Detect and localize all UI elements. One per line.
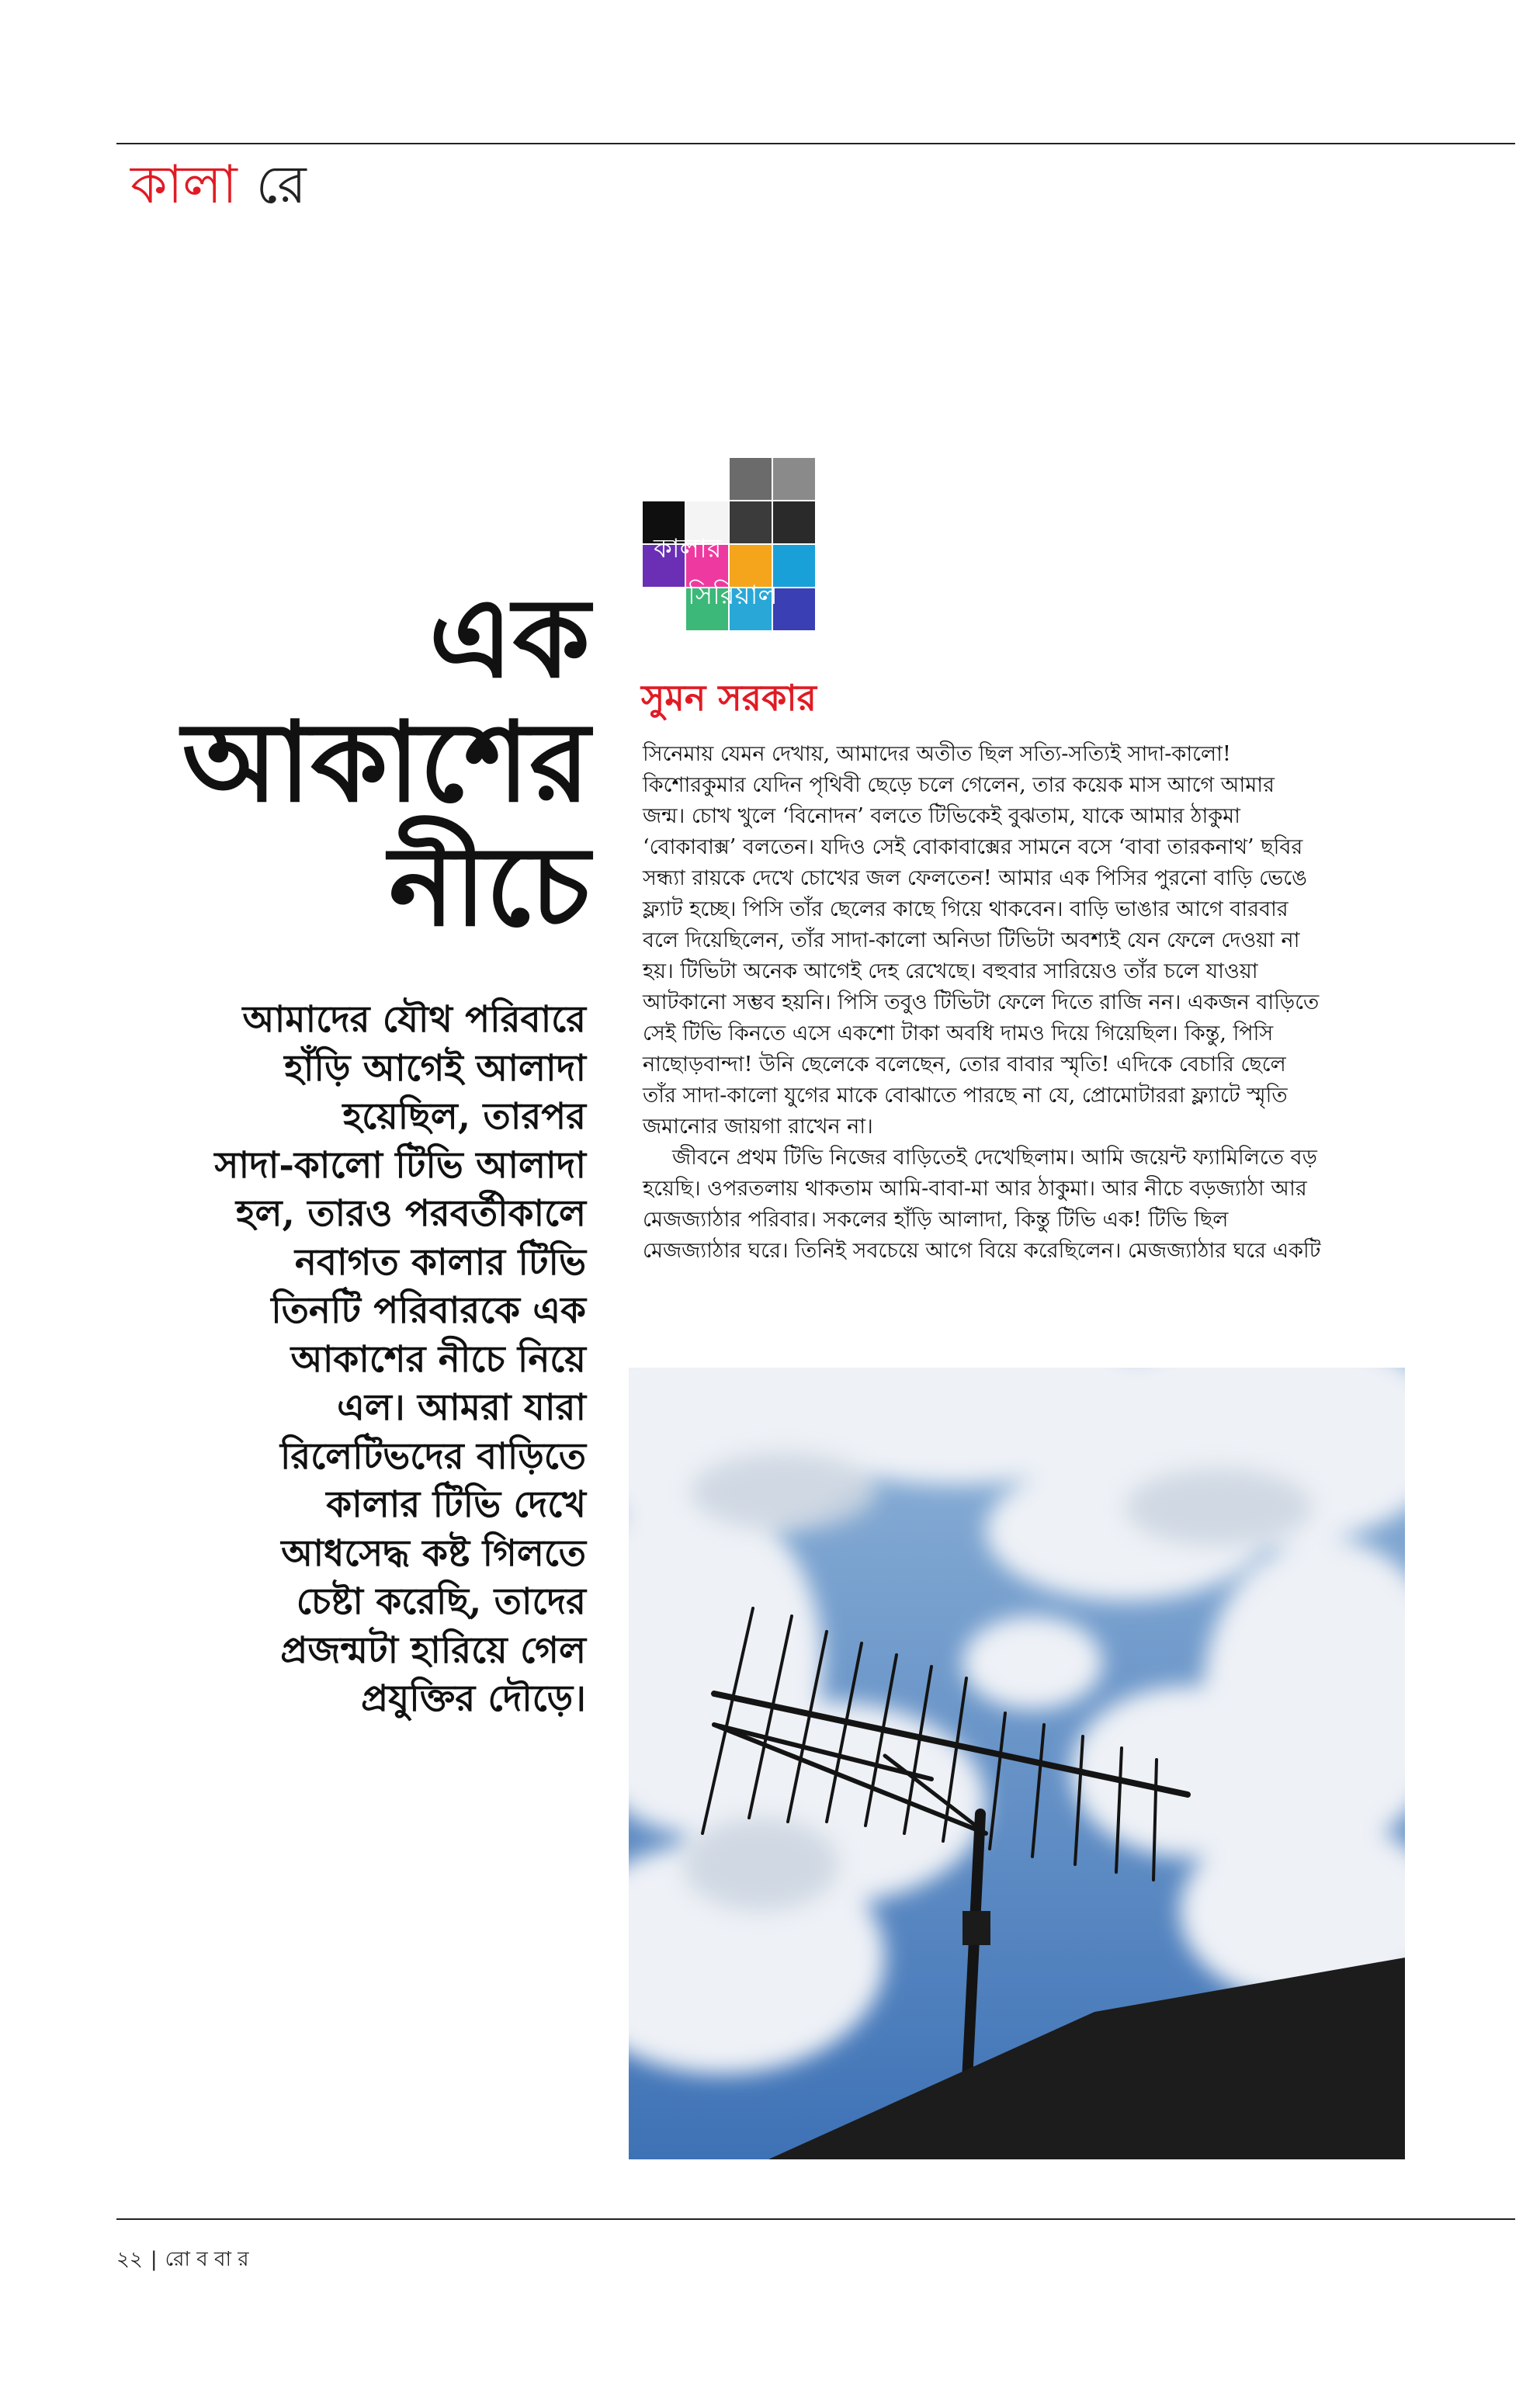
body-line: মেজজ্যাঠার ঘরে। তিনিই সবচেয়ে আগে বিয়ে করেছিলেন। মেজজ্যাঠার ঘরে একটি [643,1239,1321,1263]
body-line: কিশোরকুমার যেদিন পৃথিবী ছেড়ে চলে গেলেন, তার কয়েক মাস আগে আমার [643,773,1275,797]
deck-line: হল, তারও পরবর্তীকালে [235,1192,586,1235]
deck-line: কালার টিভি দেখে [326,1483,586,1526]
byline: সুমন সরকার [641,677,817,719]
headline-line: আকাশের [182,698,590,827]
body-line: সন্ধ্যা রায়কে দেখে চোখের জল ফেলতেন! আমার এক পিসির পুরনো বাড়ি ভেঙে [643,866,1307,890]
section-header-black: রে [255,154,307,216]
body-line: তাঁর সাদা-কালো যুগের মাকে বোঝাতে পারছে না যে, প্রোমোটাররা ফ্ল্যাটে স্মৃতি [643,1084,1288,1108]
body-line: জমানোর জায়গা রাখেন না। [643,1115,873,1139]
body-line: ‘বোকাবাক্স’ বলতেন। যদিও সেই বোকাবাক্সের সামনে বসে ‘বাবা তারকনাথ’ ছবির [643,835,1303,859]
antenna-photo [629,1368,1405,2159]
logo-line2: সিরিয়াল [688,580,778,611]
page-number: ২২ [116,2248,143,2271]
headline-line: নীচে [388,822,590,951]
body-line: হয়েছি। ওপরতলায় থাকতাম আমি-বাবা-মা আর ঠাকুমা। আর নীচে বড়জ্যাঠা আর [643,1177,1307,1201]
body-line: নাছোড়বান্দা! উনি ছেলেকে বলেছেন, তোর বাবার স্মৃতি! এদিকে বেচারি ছেলে [643,1053,1286,1077]
body-line: সিনেমায় যেমন দেখায়, আমাদের অতীত ছিল সত্যি-সত্যিই সাদা-কালো! [643,742,1231,766]
deck-line: আকাশের নীচে নিয়ে [290,1337,586,1381]
body-line: মেজজ্যাঠার পরিবার। সকলের হাঁড়ি আলাদা, কিন্তু টিভি এক! টিভি ছিল [643,1208,1229,1232]
body-line: আটকানো সম্ভব হয়নি। পিসি তবুও টিভিটা ফেলে দিতে রাজি নন। একজন বাড়িতে [643,990,1320,1014]
logo-line1: কালার [654,533,722,564]
headline-line: এক [428,574,590,702]
article-body [643,739,1413,1267]
antenna-sky-image [629,1368,1405,2159]
headline [116,576,590,949]
deck-line: প্রজন্মটা হারিয়ে গেল [280,1628,586,1672]
colour-serial-logo [643,458,815,630]
deck-line: আধসেদ্ধ কষ্ট গিলতে [281,1531,586,1575]
footer-separator: | [150,2248,158,2271]
deck-line: আমাদের যৌথ পরিবারে [242,998,586,1041]
deck-line: রিলেটিভদের বাড়িতে [279,1434,586,1478]
deck-line: চেষ্টা করেছি, তাদের [296,1580,586,1623]
top-rule [116,143,1515,144]
deck-line: নবাগত কালার টিভি [294,1240,586,1284]
body-line: বলে দিয়েছিলেন, তাঁর সাদা-কালো অনিডা টিভিটা অবশ্যই যেন ফেলে দেওয়া না [643,928,1300,952]
deck-line: সাদা-কালো টিভি আলাদা [214,1143,586,1187]
magazine-name: রো ব বা র [165,2248,249,2271]
body-line: জন্ম। চোখ খুলে ‘বিনোদন’ বলতে টিভিকেই বুঝতাম, যাকে আমার ঠাকুমা [643,804,1240,828]
bottom-rule [116,2218,1515,2220]
deck-text [116,996,586,1724]
body-line: সেই টিভি কিনতে এসে একশো টাকা অবধি দামও দিয়ে গিয়েছিল। কিন্তু, পিসি [643,1021,1274,1046]
deck-line: প্রযুক্তির দৌড়ে। [361,1677,586,1720]
deck-line: হাঁড়ি আগেই আলাদা [284,1046,586,1090]
body-line: হয়। টিভিটা অনেক আগেই দেহ রেখেছে। বহুবার সারিয়েও তাঁর চলে যাওয়া [643,959,1258,983]
deck-line: এল। আমরা যারা [337,1386,586,1429]
body-line: জীবনে প্রথম টিভি নিজের বাড়িতেই দেখেছিলাম। আমি জয়েন্ট ফ্যামিলিতে বড় [672,1146,1317,1170]
section-header-red: কালা [130,154,238,216]
deck-line: তিনটি পরিবারকে এক [271,1289,586,1332]
body-line: ফ্ল্যাট হচ্ছে। পিসি তাঁর ছেলের কাছে গিয়ে থাকবেন। বাড়ি ভাঙার আগে বারবার [643,897,1289,921]
deck-line: হয়েছিল, তারপর [342,1095,586,1138]
page-footer [116,2243,249,2277]
section-header [130,154,307,216]
